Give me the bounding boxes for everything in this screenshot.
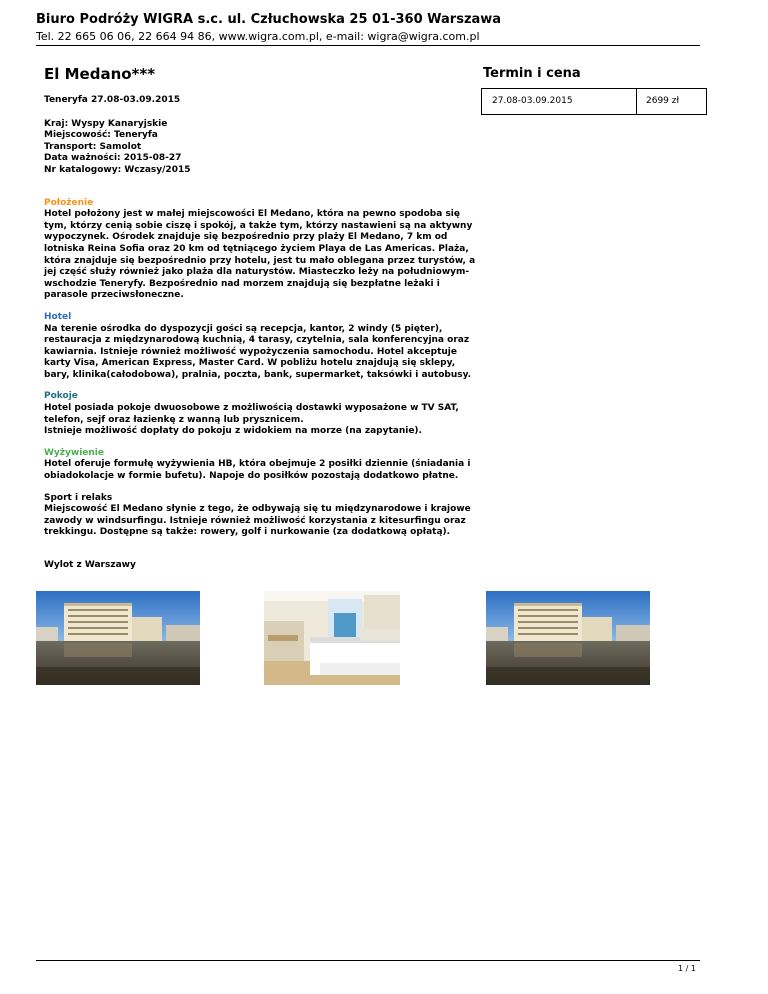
pricing-amount: 2699 zł — [646, 96, 680, 106]
hotel-exterior-photo-2 — [486, 591, 650, 685]
section-food-label: Wyżywienie — [44, 447, 104, 458]
section-rooms-label: Pokoje — [44, 391, 78, 402]
footer-divider — [36, 960, 700, 961]
section-location-label: Położenie — [44, 197, 94, 208]
offer-subtitle: Teneryfa 27.08-03.09.2015 — [44, 95, 181, 105]
pricing-table — [481, 88, 707, 115]
pricing-date: 27.08-03.09.2015 — [492, 96, 573, 106]
hotel-exterior-photo — [36, 591, 200, 685]
header-divider — [36, 45, 700, 46]
section-rooms-text-1: Hotel posiada pokoje dwuosobowe z możliwością dostawki wyposażone w TV SAT, telefon, sejf oraz łazienkę z wanną lub prysznicem. — [44, 403, 459, 425]
meta-valid-date: Data ważności: 2015-08-27 — [44, 153, 182, 164]
meta-country: Kraj: Wyspy Kanaryjskie — [44, 118, 168, 129]
section-hotel-text: Na terenie ośrodka do dyspozycji gości są recepcja, kantor, 2 windy (5 pięter), restauracja z międzynarodową kuchnią, 4 tarasy, czytelnia, sala konferencyjna oraz kawiarnia. Istnieje również możliwość wypożyczenia samochodu. Hotel akceptuje karty Visa, American Express, Master Card. W pobliżu hotelu znajdują się sklepy, bary, klinika(całodobowa), pralnia, poczta, bank, supermarket, taksówki i autobusy. — [44, 323, 472, 380]
agency-contact: Tel. 22 665 06 06, 22 664 94 86, www.wigra.com.pl, e-mail: wigra@wigra.com.pl — [36, 30, 480, 43]
section-rooms-text-2: Istnieje możliwość dopłaty do pokoju z widokiem na morze (na zapytanie). — [44, 426, 422, 437]
section-hotel-label: Hotel — [44, 311, 72, 322]
agency-header: Biuro Podróży WIGRA s.c. ul. Człuchowska 25 01-360 Warszawa — [36, 12, 502, 27]
section-sport — [44, 493, 476, 539]
page-number: 1 / 1 — [678, 964, 696, 973]
section-sport-text: Miejscowość El Medano słynie z tego, że odbywają się tu międzynarodowe i krajowe zawody w windsurfingu. Istnieje również możliwość korzystania z kitesurfingu oraz trekkingu. Dostępne są także: rowery, golf i nurkowanie (za dodatkową opłatą). — [44, 504, 471, 538]
section-sport-label: Sport i relaks — [44, 492, 113, 503]
section-location-text: Hotel położony jest w małej miejscowości El Medano, która na pewno spodoba się tym, którzy cenią sobie ciszę i spokój, a także tym, którzy nastawieni są na aktywny wypoczynek. Ośrodek znajduje się bezpośrednio przy plaży El Medano, 7 km od lotniska Reina Sofia oraz 20 km od tętniącego życiem Playa de Las Americas. Plaża, która znajduje się bezpośrednio przy hotelu, jest tu mało oblegana przez turystów, a jej część służy również jako plaża dla naturystów. Miasteczko leży na południowym-wschodzie Teneryfy. Bezpośrednio nad morzem znajdują się bezpłatne leżaki i parasole przeciwsłoneczne. — [44, 209, 476, 301]
meta-transport: Transport: Samolot — [44, 141, 142, 152]
section-location — [44, 198, 476, 302]
section-rooms — [44, 391, 476, 437]
offer-meta — [44, 119, 476, 177]
section-hotel — [44, 312, 476, 382]
meta-catalog-no: Nr katalogowy: Wczasy/2015 — [44, 164, 191, 175]
meta-town: Miejscowość: Teneryfa — [44, 130, 158, 141]
section-food — [44, 448, 476, 483]
pricing-divider — [636, 89, 637, 114]
pricing-title: Termin i cena — [483, 66, 581, 81]
hotel-room-photo — [264, 591, 428, 685]
offer-main — [44, 62, 476, 572]
section-food-text: Hotel oferuje formułę wyżywienia HB, która obejmuje 2 posiłki dziennie (śniadania i obiadokolacje w formie bufetu). Napoje do posiłków pozostają dodatkowo płatne. — [44, 459, 471, 482]
departure-note: Wylot z Warszawy — [44, 560, 136, 570]
offer-title: El Medano*** — [44, 65, 156, 83]
